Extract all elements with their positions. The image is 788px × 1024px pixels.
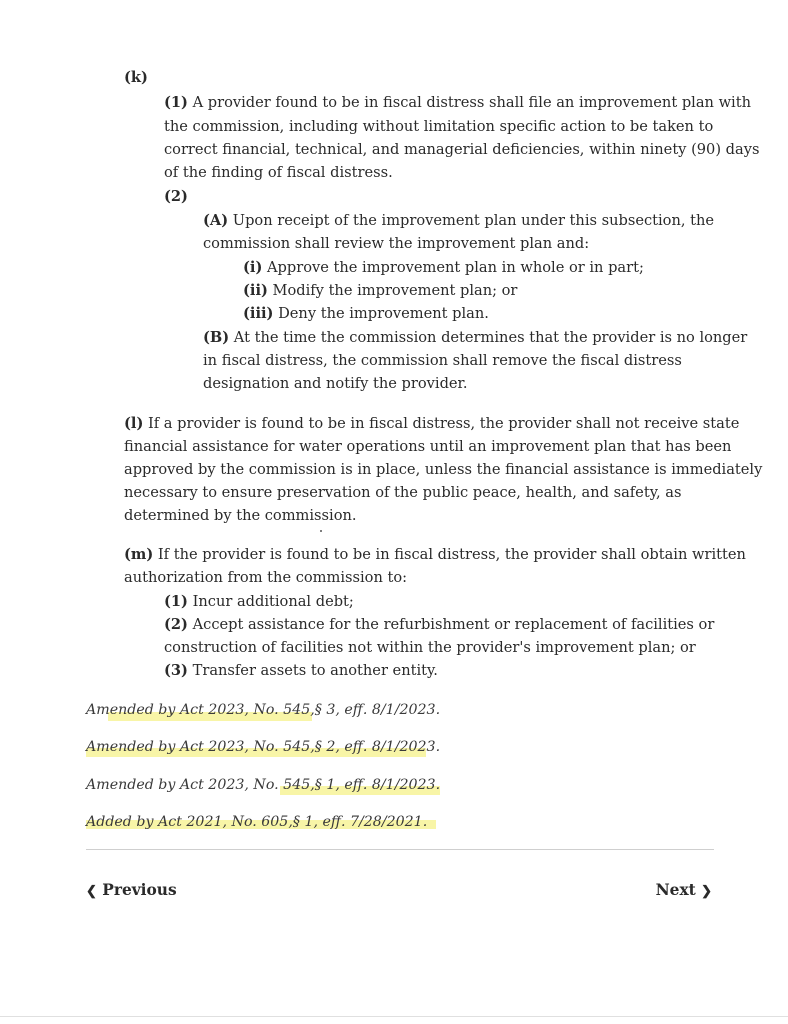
section-m <box>124 545 746 565</box>
list-item-text: Modify the improvement plan; or <box>272 282 518 299</box>
previous-label: Previous <box>102 881 177 899</box>
paragraph-k2-number: (2) <box>164 188 188 205</box>
text-line: Upon receipt of the improvement plan under this subsection, the <box>232 212 715 229</box>
section-l <box>124 414 739 434</box>
divider <box>86 849 714 850</box>
section-m-label: (m) <box>124 546 154 563</box>
history-note: Added by Act 2021, No. 605,§ 1, eff. 7/28/2021. <box>86 814 428 830</box>
text-line: the commission, including without limitation specific action to be taken to <box>164 118 714 135</box>
text-line: determined by the commission. <box>124 507 357 524</box>
list-item-label: (i) <box>243 259 263 276</box>
chevron-right-icon: ❯ <box>701 883 712 899</box>
next-link[interactable] <box>656 880 712 902</box>
list-item <box>243 281 517 301</box>
chevron-left-icon: ❮ <box>86 883 97 899</box>
paragraph-k2b-label: (B) <box>203 329 230 346</box>
list-item <box>243 258 644 278</box>
paragraph-k1 <box>164 93 751 113</box>
list-item-text: Approve the improvement plan in whole or in part; <box>267 259 644 276</box>
history-note: Amended by Act 2023, No. 545,§ 1, eff. 8/1/2023. <box>86 777 441 793</box>
paragraph-k1-number: (1) <box>164 94 188 111</box>
section-k-label: (k) <box>124 69 148 86</box>
text-line: of the finding of fiscal distress. <box>164 164 393 181</box>
previous-link[interactable] <box>86 880 177 902</box>
text-line: If the provider is found to be in fiscal distress, the provider shall obtain written <box>157 546 746 563</box>
list-item <box>164 661 438 681</box>
history-note: Amended by Act 2023, No. 545,§ 3, eff. 8/1/2023. <box>86 702 441 718</box>
text-line: A provider found to be in fiscal distress shall file an improvement plan with <box>192 94 751 111</box>
paragraph-k2a <box>203 211 714 231</box>
text-line: correct financial, technical, and managerial deficiencies, within ninety (90) days <box>164 141 760 158</box>
text-line: approved by the commission is in place, unless the financial assistance is immediately <box>124 461 763 478</box>
text-line: construction of facilities not within the provider's improvement plan; or <box>164 639 696 656</box>
history-note: Amended by Act 2023, No. 545,§ 2, eff. 8/1/2023. <box>86 739 441 755</box>
list-item-label: (ii) <box>243 282 268 299</box>
text-line: commission shall review the improvement plan and: <box>203 235 590 252</box>
next-label: Next <box>655 881 696 899</box>
text-line: If a provider is found to be in fiscal distress, the provider shall not receive state <box>148 415 740 432</box>
list-item <box>164 615 714 635</box>
text-line: necessary to ensure preservation of the public peace, health, and safety, as <box>124 484 682 501</box>
list-item-label: (1) <box>164 593 188 610</box>
list-item <box>243 304 489 324</box>
page-edge-rule <box>0 1016 788 1017</box>
paragraph-k2b <box>203 328 747 348</box>
text-line: financial assistance for water operations until an improvement plan that has been <box>124 438 732 455</box>
text-line: authorization from the commission to: <box>124 569 408 586</box>
text-line: in fiscal distress, the commission shall remove the fiscal distress <box>203 352 682 369</box>
list-item <box>164 592 354 612</box>
section-l-label: (l) <box>124 415 144 432</box>
list-item-text: Deny the improvement plan. <box>278 305 489 322</box>
paragraph-k2a-label: (A) <box>203 212 229 229</box>
list-item-label: (2) <box>164 616 188 633</box>
list-item-text: Transfer assets to another entity. <box>192 662 438 679</box>
list-item-label: (3) <box>164 662 188 679</box>
text-line: designation and notify the provider. <box>203 375 468 392</box>
list-item-text: Incur additional debt; <box>192 593 354 610</box>
list-item-label: (iii) <box>243 305 274 322</box>
scan-speck <box>320 530 322 532</box>
text-line: At the time the commission determines that the provider is no longer <box>233 329 748 346</box>
list-item-text: Accept assistance for the refurbishment or replacement of facilities or <box>192 616 715 633</box>
